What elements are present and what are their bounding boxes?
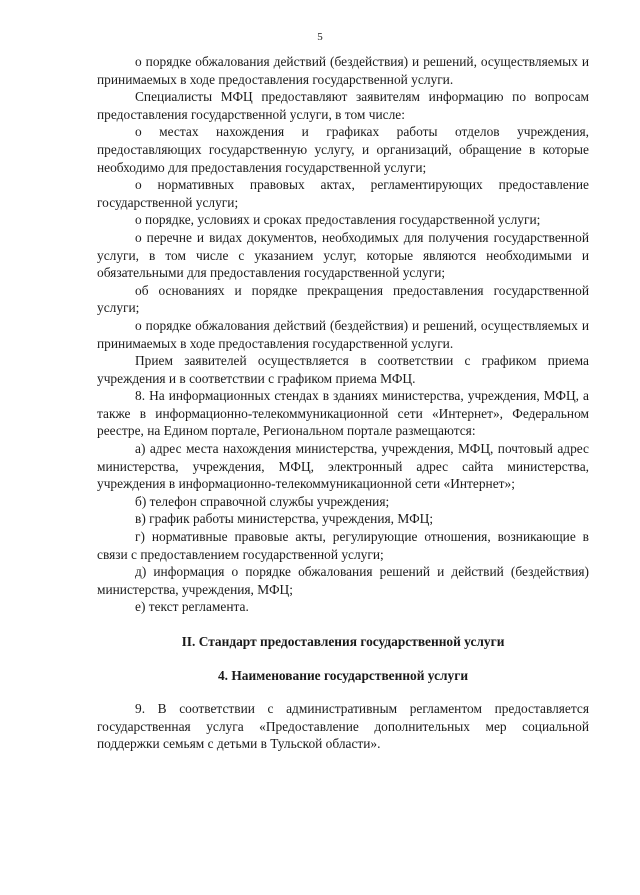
paragraph: о перечне и видах документов, необходимых для получения государственной услуги, в том числе с указанием услуг, которые являются необходимыми и обязательными для предоставления государственной услуги; [97, 229, 589, 281]
section-heading: II. Стандарт предоставления государственной услуги [181, 634, 505, 649]
document-body [97, 53, 589, 753]
paragraph: в) график работы министерства, учреждения, МФЦ; [135, 511, 434, 527]
page-number: 5 [317, 31, 323, 43]
paragraph: о порядке обжалования действий (бездействия) и решений, осуществляемых и принимаемых в ходе предоставления государственной услуги. [97, 317, 589, 351]
paragraph: а) адрес места нахождения министерства, учреждения, МФЦ, почтовый адрес министерства, учреждения, МФЦ, электронный адрес сайта министерства, учреждения в информационно-телекоммуникационной сети «Интернет»; [97, 441, 589, 492]
paragraph: о местах нахождения и графиках работы отделов учреждения, предоставляющих государственную услугу, и организаций, обращение в которые необходимо для предоставления государственной услуги; [97, 124, 589, 175]
paragraph: 9. В соответствии с административным регламентом предоставляется государственная услуга «Предоставление дополнительных мер социальной поддержки семьям с детьми в Тульской области». [97, 701, 589, 752]
paragraph: о нормативных правовых актах, регламентирующих предоставление государственной услуги; [97, 177, 589, 210]
paragraph: б) телефон справочной службы учреждения; [135, 493, 390, 509]
paragraph: о порядке, условиях и сроках предоставления государственной услуги; [135, 212, 541, 228]
paragraph: Прием заявителей осуществляется в соответствии с графиком приема учреждения и в соответствии с графиком приема МФЦ. [97, 353, 589, 386]
paragraph: г) нормативные правовые акты, регулирующие отношения, возникающие в связи с предоставлением государственной услуги; [97, 529, 589, 562]
paragraph: о порядке обжалования действий (бездействия) и решений, осуществляемых и принимаемых в ходе предоставления государственной услуги. [97, 54, 589, 87]
paragraph: е) текст регламента. [135, 599, 249, 615]
paragraph: Специалисты МФЦ предоставляют заявителям информацию по вопросам предоставления государственной услуги, в том числе: [97, 89, 589, 122]
paragraph: об основаниях и порядке прекращения предоставления государственной услуги; [97, 282, 589, 316]
paragraph: 8. На информационных стендах в зданиях министерства, учреждения, МФЦ, а также в информационно-телекоммуникационной сети «Интернет», Федеральном реестре, на Едином портале, Региональном портале размещаются: [97, 388, 589, 439]
subsection-heading: 4. Наименование государственной услуги [217, 667, 469, 683]
paragraph: д) информация о порядке обжалования решений и действий (бездействия) министерства, учреждения, МФЦ; [97, 564, 589, 597]
